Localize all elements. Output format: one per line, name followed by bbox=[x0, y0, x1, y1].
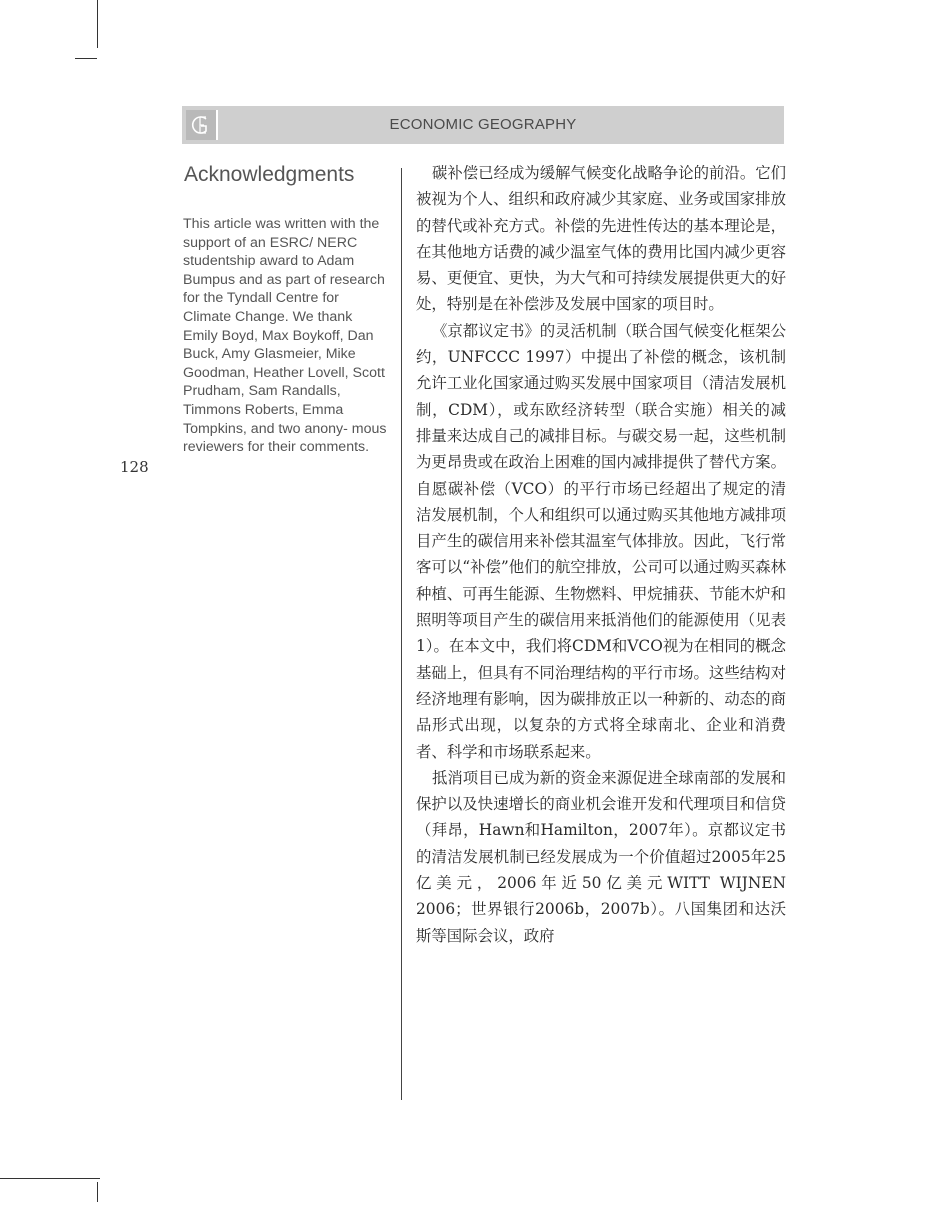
journal-header-bar bbox=[182, 106, 784, 144]
body-paragraph: 《京都议定书》的灵活机制（联合国气候变化框架公约，UNFCCC 1997）中提出了补偿的概念，该机制允许工业化国家通过购买发展中国家项目（清洁发展机制，CDM），或东欧经济转型（联合实施）相关的减排量来达成自己的减排目标。与碳交易一起，这些机制为更昂贵或在政治上困难的国内减排提供了替代方案。自愿碳补偿（VCO）的平行市场已经超出了规定的清洁发展机制，个人和组织可以通过购买其他地方减排项目产生的碳信用来补偿其温室气体排放。因此，飞行常客可以“补偿”他们的航空排放，公司可以通过购买森林种植、可再生能源、生物燃料、甲烷捕获、节能木炉和照明等项目产生的碳信用来抵消他们的能源使用（见表1）。在本文中，我们将CDM和VCO视为在相同的概念基础上，但具有不同治理结构的平行市场。这些结构对经济地理有影响，因为碳排放正以一种新的、动态的商品形式出现，以复杂的方式将全球南北、企业和消费者、科学和市场联系起来。 bbox=[416, 321, 786, 761]
crop-mark-top-horizontal bbox=[75, 58, 97, 59]
body-paragraph: 抵消项目已成为新的资金来源促进全球南部的发展和保护以及快速增长的商业机会谁开发和代理项目和信贷（拜昂，Hawn和Hamilton，2007年）。京都议定书的清洁发展机制已经发展成为一个价值超过2005年25亿美元，2006年近50亿美元WITT WIJNEN 2006；世界银行2006b，2007b）。八国集团和达沃斯等国际会议，政府 bbox=[416, 768, 786, 945]
crop-mark-top-vertical bbox=[97, 0, 98, 48]
acknowledgments-text: This article was written with the support of an ESRC/ NERC studentship award to Adam Bumpus and as part of research for the Tyndall Centre for Climate Change. We thank Emily Boyd, Max Boykoff, Dan Buck, Amy Glasmeier, Mike Goodman, Heather Lovell, Scott Prudham, Sam Randalls, Timmons Roberts, Emma Tompkins, and two anony- mous reviewers for their comments. bbox=[183, 216, 387, 456]
crop-mark-bottom-vertical bbox=[97, 1182, 98, 1202]
body-paragraph: 碳补偿已经成为缓解气候变化战略争论的前沿。它们被视为个人、组织和政府减少其家庭、业务或国家排放的替代或补充方式。补偿的先进性传达的基本理论是，在其他地方话费的减少温室气体的费用比国内减少更容易、更便宜、更快，为大气和可持续发展提供更大的好处，特别是在补偿涉及发展中国家的项目时。 bbox=[416, 164, 786, 314]
crop-mark-bottom-horizontal bbox=[0, 1178, 100, 1179]
acknowledgments-title: Acknowledgments bbox=[184, 163, 355, 186]
article-body bbox=[416, 160, 786, 949]
journal-name: ECONOMIC GEOGRAPHY bbox=[389, 116, 577, 133]
column-divider bbox=[401, 168, 402, 1100]
page-number: 128 bbox=[120, 458, 149, 476]
